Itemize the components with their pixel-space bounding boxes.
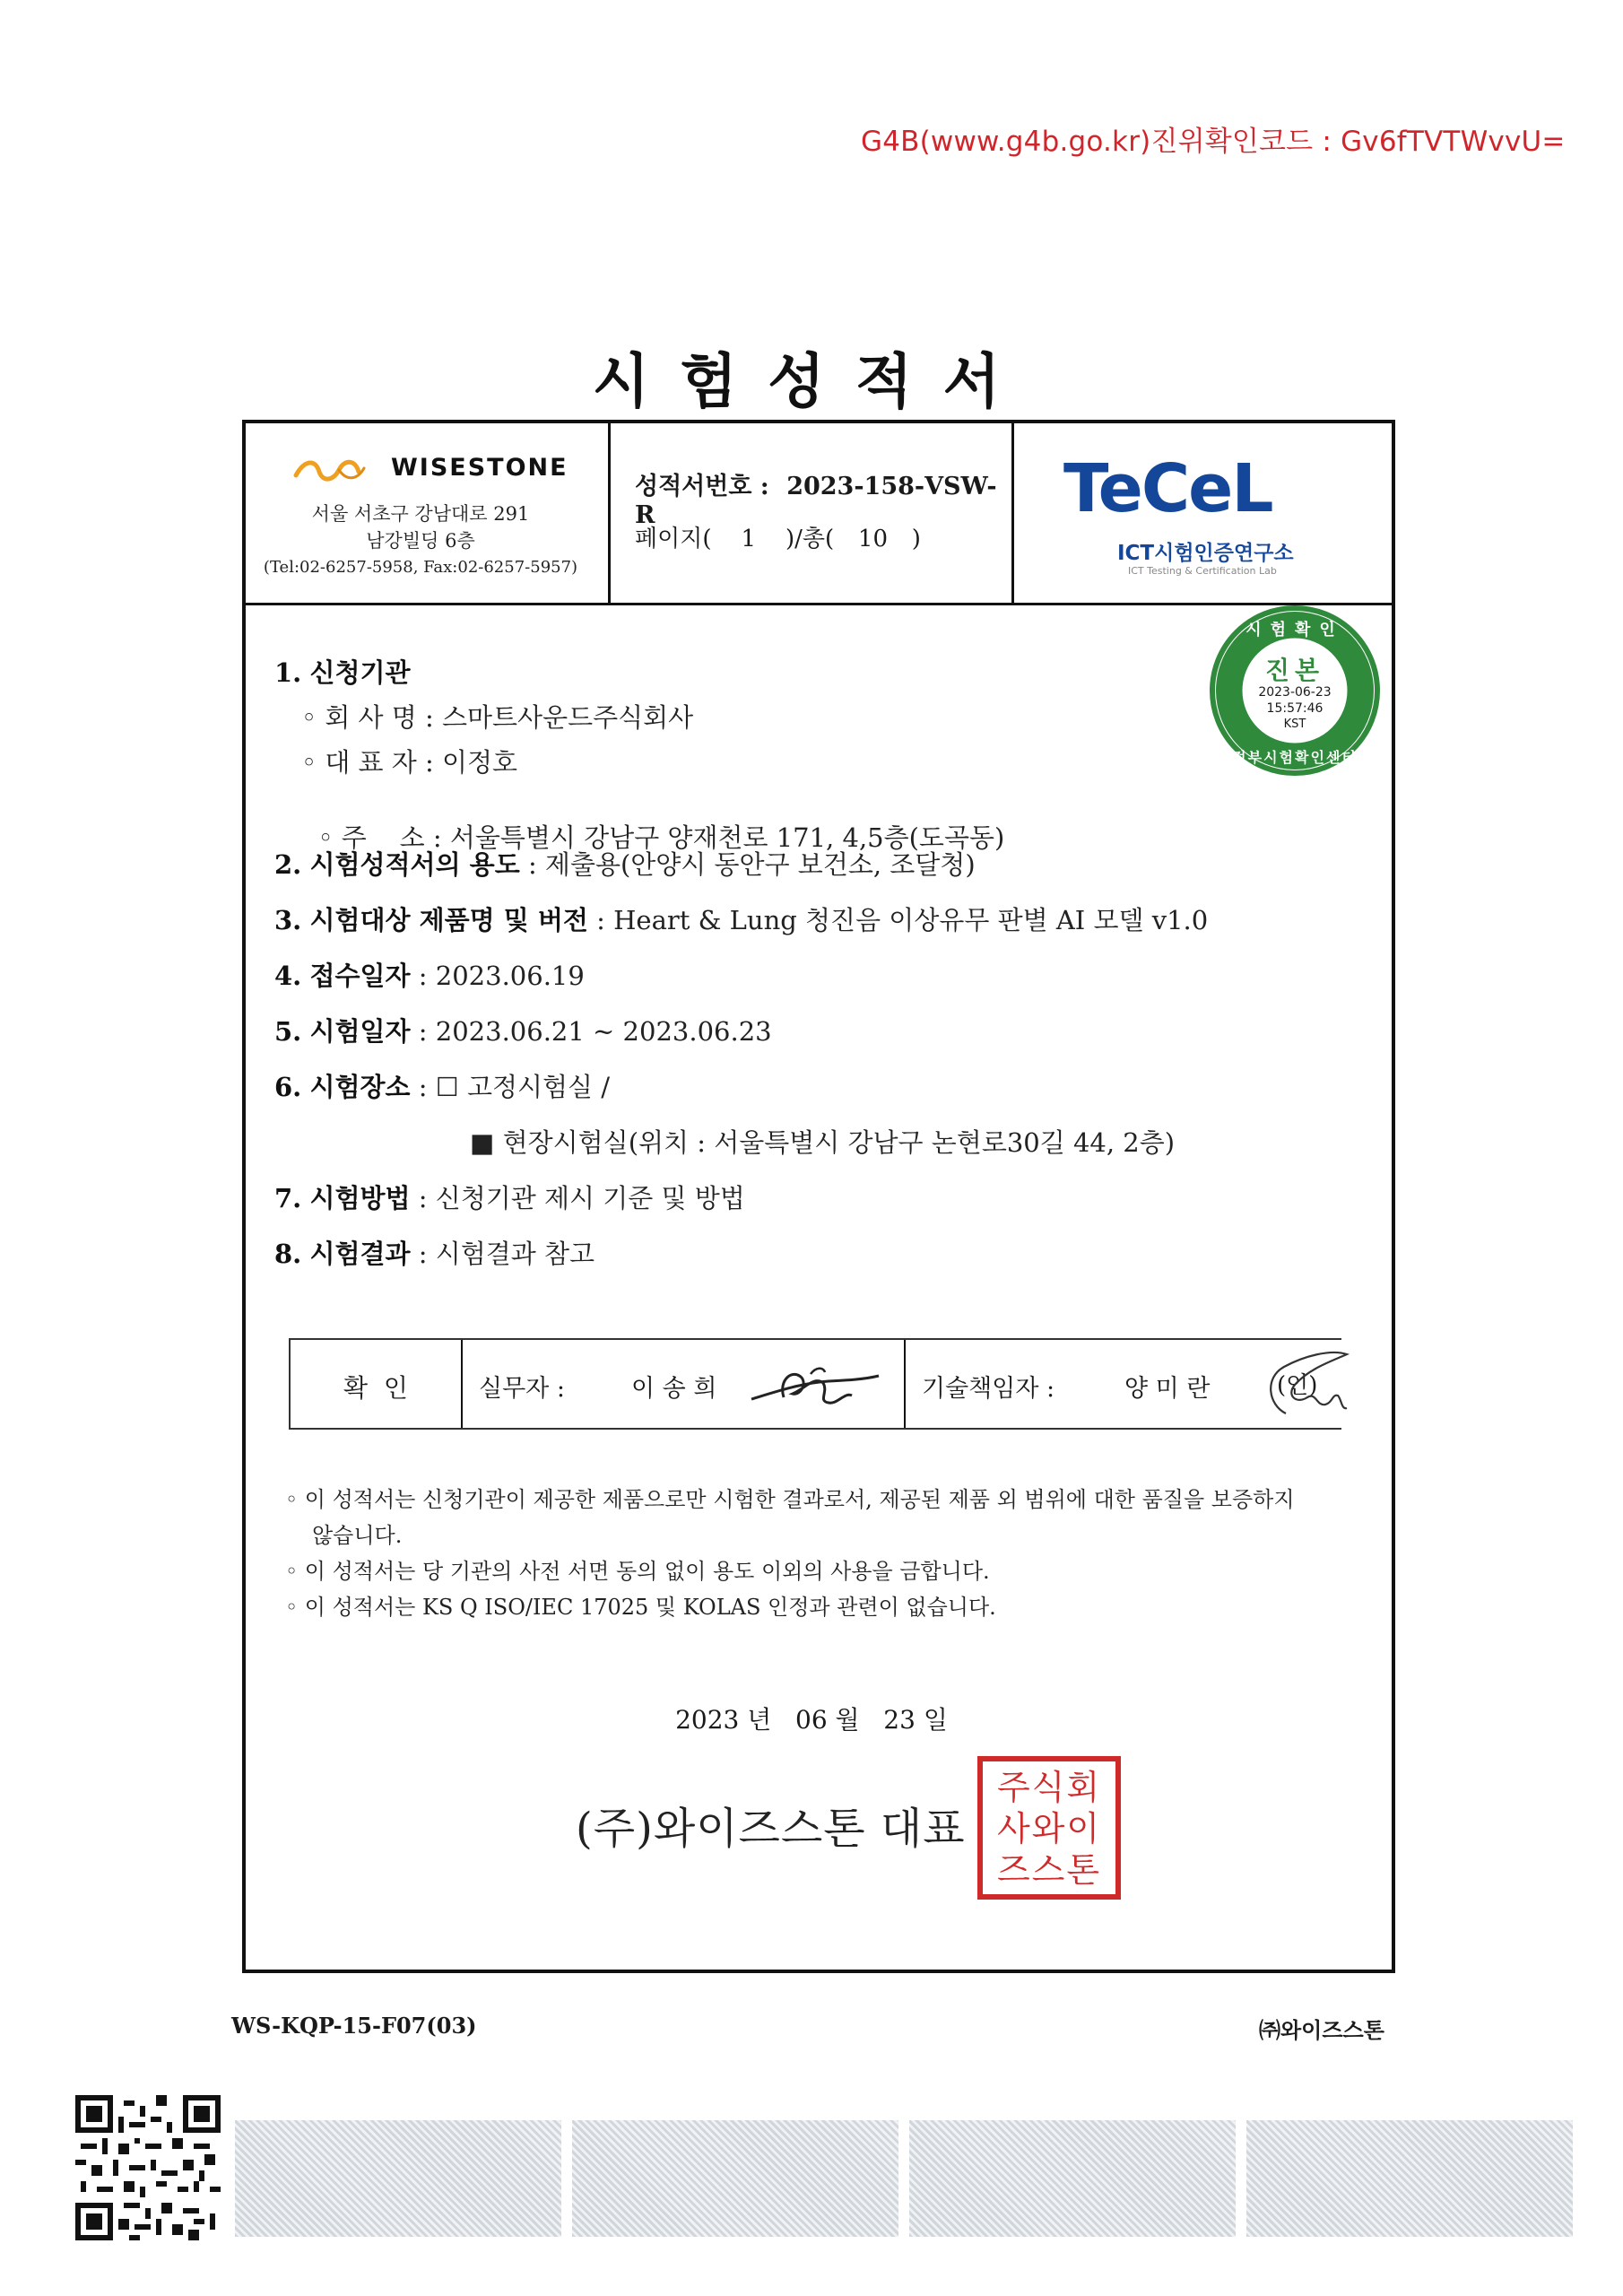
company-value: 스마트사운드주식회사 (442, 702, 694, 733)
qr-code-icon (75, 2095, 221, 2240)
wisestone-logo (292, 450, 579, 486)
address-line: 서울 서초구 강남대로 291 (311, 503, 530, 525)
stamp-bottom-text: 정부시험확인센터 (1232, 749, 1358, 766)
item-value: : 제출용(안양시 동안구 보건소, 조달청) (527, 849, 976, 880)
report-number-cell (608, 423, 1011, 603)
item-4 (274, 956, 585, 993)
item-7 (274, 1178, 745, 1215)
item-2 (274, 845, 976, 882)
page-label: 페이지( (635, 526, 712, 552)
note-line: 않습니다. (312, 1523, 403, 1548)
page-total: 10 (857, 526, 889, 552)
item-label: 신청기관 (309, 657, 411, 688)
note-line: ◦ 이 성적서는 당 기관의 사전 서면 동의 없이 용도 이외의 사용을 금합니다. (285, 1559, 990, 1584)
company-row (301, 698, 693, 735)
ceo-label: ◦ 대 표 자 : (301, 747, 434, 778)
item-value: : 신청기관 제시 기준 및 방법 (418, 1183, 745, 1213)
security-pattern (909, 2120, 1236, 2237)
qr-code[interactable] (75, 2095, 221, 2240)
footer-company: ㈜와이즈스톤 (1259, 2018, 1384, 2043)
item-label: 시험대상 제품명 및 버전 (309, 905, 588, 935)
sign-divider (904, 1340, 906, 1428)
item-3 (274, 900, 1208, 937)
report-number-label: 성적서번호 : (635, 473, 769, 500)
address-value: 서울특별시 강남구 양재천로 171, 4,5층(도곡동) (449, 822, 1005, 853)
company-label: ◦ 회 사 명 : (301, 702, 434, 733)
address-label: ◦ 주 소 : (317, 822, 442, 853)
sign-divider (461, 1340, 463, 1428)
item-1 (274, 653, 411, 690)
verification-code: G4B(www.g4b.go.kr)진위확인코드 : Gv6fTVTWvvU= (861, 126, 1566, 158)
item-number: 5. (274, 1016, 302, 1047)
item-5 (274, 1012, 772, 1048)
item-label: 시험일자 (309, 1016, 411, 1047)
tech-label: 기술책임자 : (922, 1375, 1055, 1403)
item-label: 시험방법 (309, 1183, 411, 1213)
address-line: 남강빌딩 6층 (366, 530, 475, 552)
note-line: ◦ 이 성적서는 신청기관이 제공한 제품으로만 시험한 결과로서, 제공된 제품 외 범위에 대한 품질을 보증하지 (285, 1487, 1295, 1512)
item-6 (274, 1067, 610, 1104)
note-line: ◦ 이 성적서는 KS Q ISO/IEC 17025 및 KOLAS 인정과 관련이 없습니다. (285, 1595, 996, 1620)
stamp-tz: KST (1283, 718, 1306, 731)
item-8 (274, 1234, 595, 1271)
item-number: 8. (274, 1239, 302, 1269)
stamp-top-text: 시험확인 (1245, 621, 1344, 639)
tech-name: 양 미 란 (1124, 1375, 1211, 1403)
page-current: 1 (741, 526, 757, 552)
document-title: 시험성적서 (592, 346, 1031, 416)
item-number: 2. (274, 849, 302, 880)
issuer-brand: WISESTONE (391, 454, 568, 482)
issuer-address (246, 500, 595, 581)
ceo-value: 이정호 (442, 747, 518, 778)
verification-stamp (1207, 603, 1383, 778)
staff-signature (748, 1356, 882, 1415)
staff-label: 실무자 : (479, 1375, 565, 1403)
stamp-date: 2023-06-23 (1258, 685, 1332, 700)
seal-line: 주식회 (996, 1768, 1102, 1807)
item-value: : 2023.06.19 (418, 961, 585, 991)
header-row (246, 423, 1392, 605)
page-label: )/총( (785, 526, 835, 552)
item-6-site: ■ 현장시험실(위치 : 서울특별시 강남구 논현로30길 44, 2층) (470, 1127, 1176, 1158)
seal-line: 사와이 (996, 1809, 1102, 1848)
security-pattern (1246, 2120, 1573, 2237)
item-label: 접수일자 (309, 961, 411, 991)
item-label: 시험성적서의 용도 (309, 849, 520, 880)
item-number: 7. (274, 1183, 302, 1213)
item-value: : Heart & Lung 청진음 이상유무 판별 AI 모델 v1.0 (596, 905, 1209, 935)
stamp-time: 15:57:46 (1266, 701, 1324, 716)
lab-name: ICT시험인증연구소 (1117, 542, 1294, 565)
form-code: WS-KQP-15-F07(03) (231, 2013, 477, 2039)
ceo-row (301, 743, 517, 779)
item-number: 1. (274, 657, 302, 688)
item-value: : 시험결과 참고 (418, 1239, 595, 1269)
security-pattern (235, 2120, 561, 2237)
item-value: : 2023.06.21 ~ 2023.06.23 (418, 1016, 772, 1047)
lab-cell (1011, 423, 1392, 603)
address-line: (Tel:02-6257-5958, Fax:02-6257-5957) (263, 558, 578, 577)
company-signature: (주)와이즈스톤 대표 (576, 1804, 966, 1854)
page-label: ) (911, 526, 921, 552)
company-seal (977, 1756, 1121, 1900)
report-number-value: 2023-158-VSW-R (635, 473, 997, 529)
confirm-label: 확 인 (343, 1373, 408, 1403)
staff-name: 이 송 희 (631, 1375, 717, 1403)
tecel-logo: TeCeL (1063, 450, 1272, 527)
item-value: : ☐ 고정시험실 / (418, 1072, 611, 1102)
notes-block (285, 1482, 1295, 1625)
item-number: 3. (274, 905, 302, 935)
tech-signature (1241, 1342, 1358, 1428)
item-number: 6. (274, 1072, 302, 1102)
security-pattern (572, 2120, 898, 2237)
issue-date: 2023 년 06 월 23 일 (675, 1705, 948, 1735)
lab-name-en: ICT Testing & Certification Lab (1128, 565, 1277, 577)
confirmation-box (289, 1338, 1341, 1430)
seal-line: 즈스톤 (996, 1850, 1102, 1890)
item-number: 4. (274, 961, 302, 991)
stamp-center-text: 진본 (1264, 656, 1325, 685)
item-label: 시험결과 (309, 1239, 411, 1269)
tech-seal-mark: (인) (1277, 1372, 1318, 1399)
page-indicator (635, 520, 921, 553)
wave-icon (292, 454, 391, 484)
issuer-cell (246, 423, 608, 603)
item-label: 시험장소 (309, 1072, 411, 1102)
